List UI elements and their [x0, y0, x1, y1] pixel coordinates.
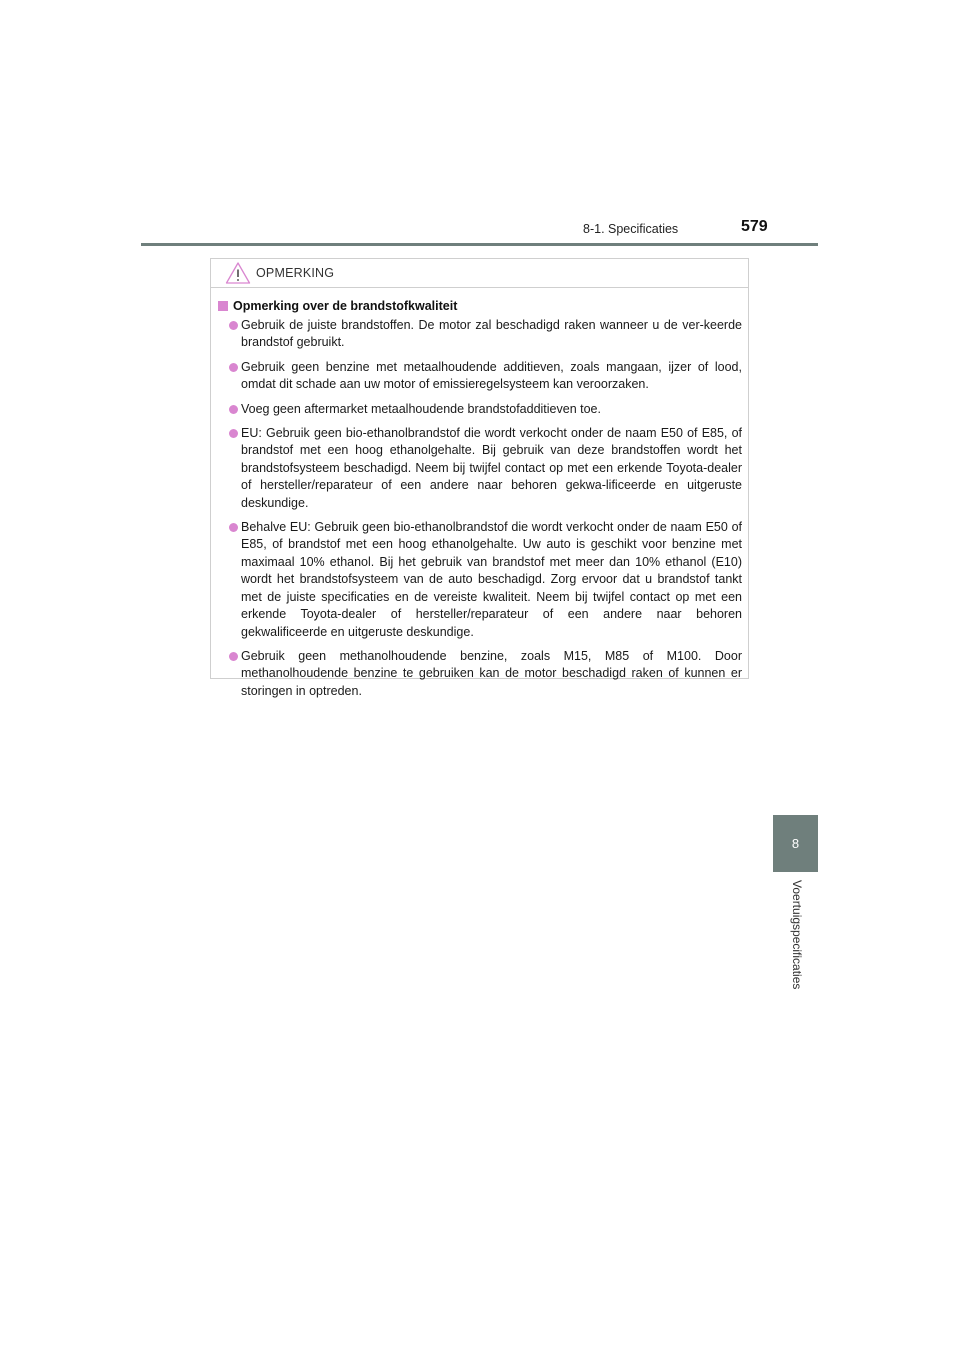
list-item-text: EU: Gebruik geen bio-ethanolbrandstof die wordt verkocht onder de naam E50 of E85, of brandstof met een hoog ethanolgehalte. Bij gebruik van deze brandstoffen wordt het brandstofsysteem beschadigd. Neem bij twijfel contact op met een erkende Toyota-dealer of hersteller/reparateur of een andere naar behoren gekwa-lificeerde en uitgeruste deskundige. [241, 426, 742, 510]
list-item [218, 519, 742, 641]
chapter-tab [773, 815, 818, 872]
notice-header [211, 259, 748, 288]
list-item [218, 317, 742, 352]
section-title: 8-1. Specificaties [583, 222, 679, 236]
list-item-text: Voeg geen aftermarket metaalhoudende brandstofadditieven toe. [241, 401, 601, 416]
circle-bullet-icon [229, 405, 238, 414]
header-divider [141, 243, 818, 246]
square-bullet-icon [218, 301, 228, 311]
chapter-number: 8 [791, 836, 800, 851]
warning-triangle-icon [225, 261, 251, 285]
circle-bullet-icon [229, 523, 238, 532]
list-item [218, 425, 742, 512]
chapter-title: Voertuigspecificaties [790, 880, 804, 990]
circle-bullet-icon [229, 363, 238, 372]
notice-box [210, 258, 749, 698]
list-item-text: Gebruik geen methanolhoudende benzine, zoals M15, M85 of M100. Door methanolhoudende benzine te gebruiken kan de motor beschadigd raken of kunnen er storingen in optreden. [241, 648, 742, 698]
circle-bullet-icon [229, 429, 238, 438]
notice-label: OPMERKING [256, 266, 335, 280]
notice-body [211, 288, 748, 700]
circle-bullet-icon [229, 652, 238, 661]
list-item [218, 648, 742, 700]
list-item [218, 359, 742, 394]
list-item-text: Gebruik geen benzine met metaalhoudende additieven, zoals mangaan, ijzer of lood, omdat dit schade aan uw motor of emissieregelsysteem kan veroorzaken. [241, 359, 742, 392]
page-number: 579 [741, 218, 768, 235]
list-item [218, 401, 742, 418]
list-item-text: Behalve EU: Gebruik geen bio-ethanolbrandstof die wordt verkocht onder de naam E50 of E85, of brandstof met een hoog ethanolgehalte. Uw auto is geschikt voor benzine met maximaal 10% ethanol. Bij het gebruik van brandstof met meer dan 10% ethanol (E10) wordt het brandstofsysteem van de auto beschadigd. Zorg ervoor dat u brandstof tankt met de juiste specificaties en de vereiste kwaliteit. Neem bij twijfel contact op met een erkende Toyota-dealer of hersteller/reparateur of een andere naar behoren gekwalificeerde en uitgeruste deskundige. [241, 520, 742, 639]
list-item-text: Gebruik de juiste brandstoffen. De motor zal beschadigd raken wanneer u de ver-keerde brandstof gebruikt. [241, 318, 742, 350]
notice-heading [218, 299, 742, 313]
circle-bullet-icon [229, 321, 238, 330]
notice-heading-text: Opmerking over de brandstofkwaliteit [233, 299, 458, 313]
